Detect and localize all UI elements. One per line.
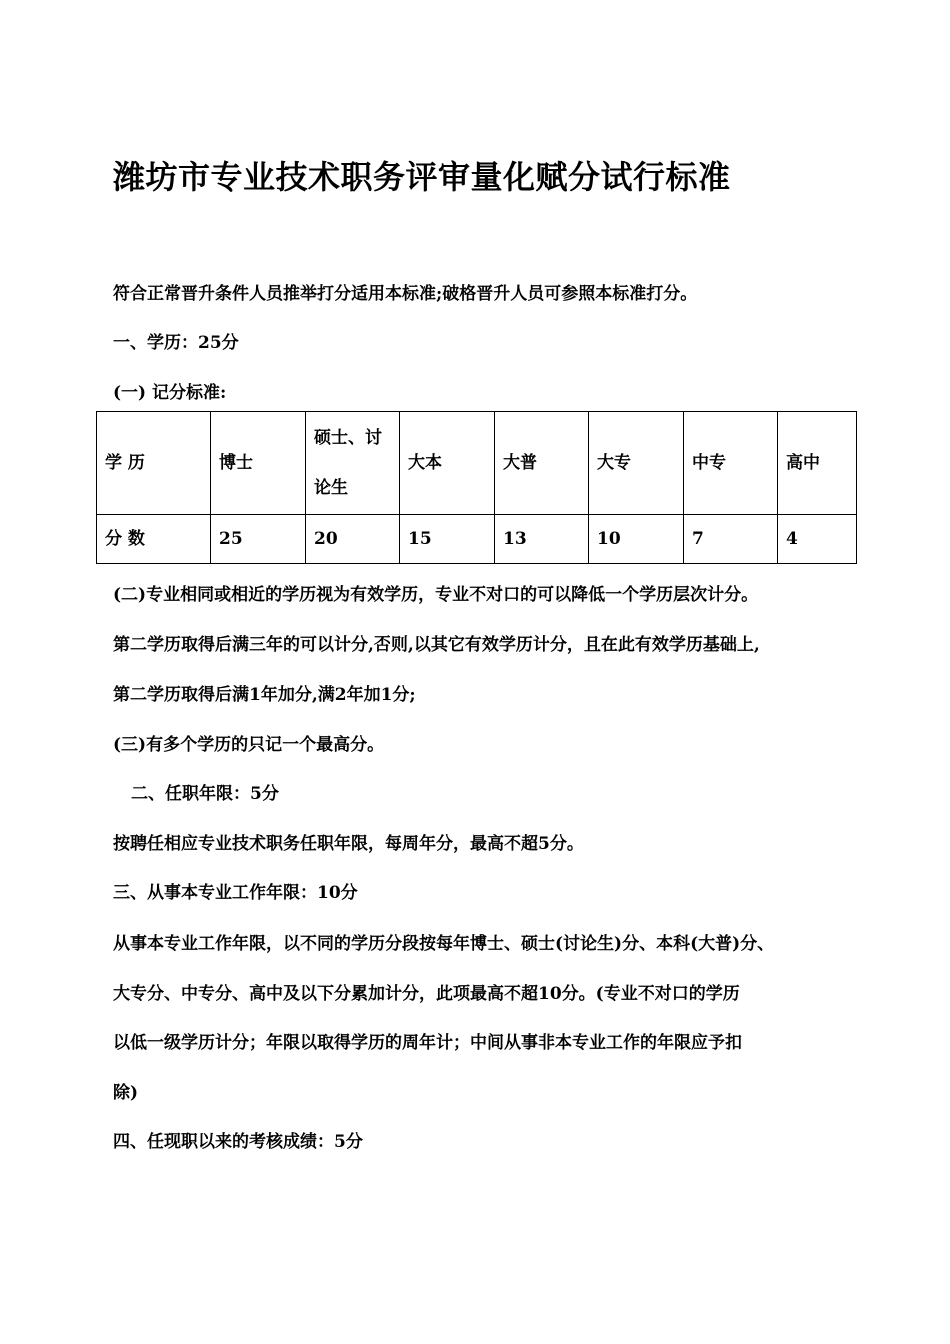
section-2-text: 按聘任相应专业技术职务任职年限，每周年分，最高不超5分。 xyxy=(113,834,584,854)
section-3-heading: 三、从事本专业工作年限：10分 xyxy=(113,883,358,903)
table-cell: 4 xyxy=(778,515,857,564)
table-cell: 分 数 xyxy=(97,515,211,564)
table-row-score xyxy=(97,515,857,564)
section-4-heading: 四、任现职以来的考核成绩：5分 xyxy=(113,1132,363,1152)
section-1-heading: 一、学历：25分 xyxy=(113,333,239,353)
section-1-sub-2: (二)专业相同或相近的学历视为有效学历，专业不对口的可以降低一个学历层次计分。 xyxy=(113,585,759,605)
intro-text: 符合正常晋升条件人员推举打分适用本标准;破格晋升人员可参照本标准打分。 xyxy=(113,284,698,304)
table-cell: 25 xyxy=(211,515,306,564)
section-1-sub-2-line-3: 第二学历取得后满1年加分,满2年加1分; xyxy=(113,685,416,705)
table-cell: 大本 xyxy=(400,412,495,515)
section-1-sub-1: (一) 记分标准: xyxy=(113,383,227,403)
document-title: 潍坊市专业技术职务评审量化赋分试行标准 xyxy=(113,158,731,196)
table-cell: 高中 xyxy=(778,412,857,515)
table-cell: 20 xyxy=(306,515,400,564)
section-1-sub-2-line-2: 第二学历取得后满三年的可以计分,否则,以其它有效学历计分，且在此有效学历基础上, xyxy=(113,635,760,655)
section-3-line-3: 以低一级学历计分；年限以取得学历的周年计；中间从事非本专业工作的年限应予扣 xyxy=(113,1033,742,1053)
table-cell: 15 xyxy=(400,515,495,564)
table-cell: 7 xyxy=(684,515,778,564)
section-3-line-2: 大专分、中专分、高中及以下分累加计分，此项最高不超10分。(专业不对口的学历 xyxy=(113,984,740,1004)
table-cell: 中专 xyxy=(684,412,778,515)
table-cell xyxy=(306,412,400,515)
table-cell: 13 xyxy=(495,515,589,564)
education-score-table xyxy=(96,411,857,564)
table-row-degree xyxy=(97,412,857,515)
table-cell: 博士 xyxy=(211,412,306,515)
section-2-heading: 二、任职年限：5分 xyxy=(131,784,279,804)
table-cell: 大普 xyxy=(495,412,589,515)
section-3-line-4: 除) xyxy=(113,1083,139,1103)
table-cell: 10 xyxy=(589,515,684,564)
section-3-line-1: 从事本专业工作年限，以不同的学历分段按每年博士、硕士(讨论生)分、本科(大普)分、 xyxy=(113,934,775,954)
section-1-sub-3: (三)有多个学历的只记一个最高分。 xyxy=(113,735,385,755)
table-cell: 学 历 xyxy=(97,412,211,515)
table-cell: 大专 xyxy=(589,412,684,515)
table-cell-text: 硕士、讨论生 xyxy=(314,428,382,498)
